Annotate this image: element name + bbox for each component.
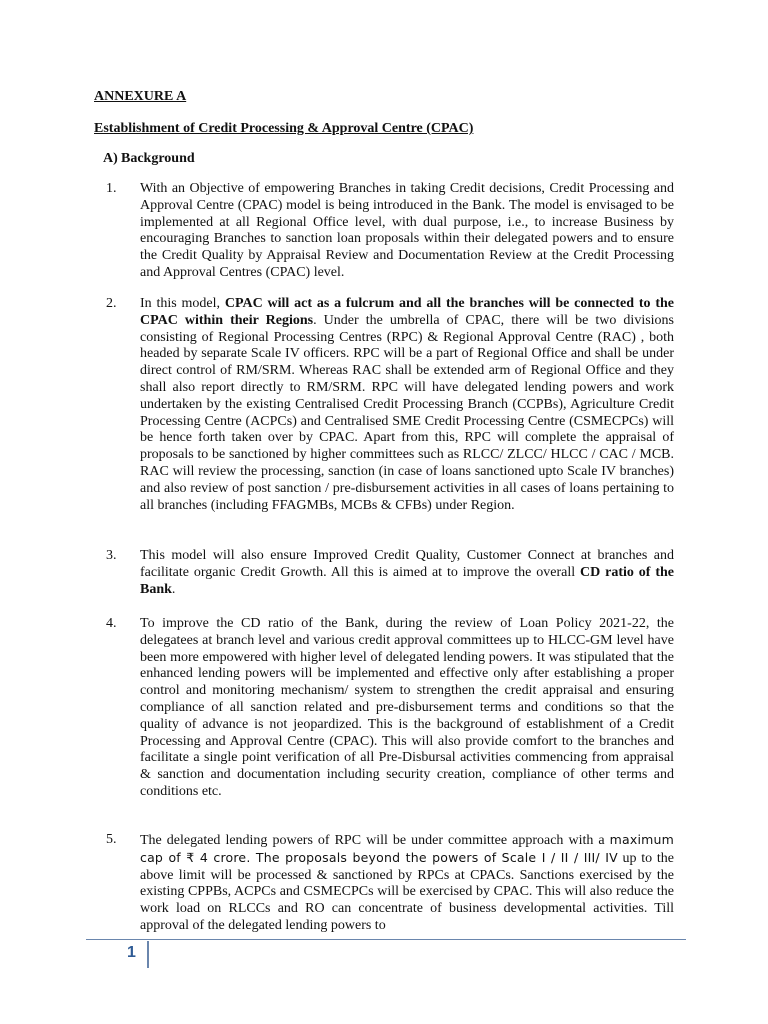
item-bold-text: CPAC will act as a fulcrum and all the branches will be connected to the CPAC within their Regions: [140, 296, 674, 328]
document-title: Establishment of Credit Processing & Approval Centre (CPAC): [94, 121, 474, 136]
item-text: [140, 548, 674, 598]
item-number: 3.: [106, 548, 117, 563]
item-tail-text: .: [171, 581, 176, 597]
page-number-divider: [147, 941, 149, 968]
annexure-label: ANNEXURE A: [94, 89, 187, 104]
item-rest-text: . Under the umbrella of CPAC, there will be two divisions consisting of Regional Processing Centres (RPC) & Regional Approval Centre (RAC) , both headed by separate Scale IV officers. RPC will be a part of Regional Office and shall be under direct control of RM/SRM. Whereas RAC shall be extended arm of Regional Office and they shall also report directly to RM/SRM. RPC will have delegated lending powers and work undertaken by the existing Centralised Credit Processing Branch (CCPBs), Agriculture Credit Processing Centre (ACPCs) and Centralised SME Credit Processing Centre (CSMECPCs) will be hence forth taken over by CPAC. Apart from this, RPC will complete the appraisal of proposals to be sanctioned by higher committees such as RLCC/ ZLCC/ HLCC / CAC / MCB. RAC will review the processing, sanction (in case of loans sanctioned upto Scale IV branches) and also review of post sanction / pre-disbursement activities in all cases of loans pertaining to all branches (including FFAGMBs, MCBs & CFBs) under Region.: [140, 312, 674, 513]
item-number: 4.: [106, 616, 117, 631]
item-number: 1.: [106, 181, 117, 196]
item-bold-text: CD ratio of the Bank: [140, 564, 675, 597]
footer-rule: [86, 939, 686, 940]
item-number: 2.: [106, 296, 117, 311]
item-tail-text: up to the above limit will be processed & sanctioned by RPCs at CPACs. Sanctions exercised by the existing CPPBs, ACPCs and CSMECPCs will be exercised by CPAC. This will also reduce the work load on RLCCs and RO can concentrate of business developmental activities. Till approval of the delegated lending powers to: [140, 850, 674, 933]
page-number: 1: [127, 944, 136, 961]
item-sans-text: maximum cap of ₹ 4 crore. The proposals beyond the powers of Scale I / II / III/ IV: [140, 832, 674, 865]
section-marker: A): [103, 151, 118, 166]
section-heading-text: Background: [121, 151, 195, 166]
section-heading: [103, 151, 195, 167]
item-lead-text: In this model,: [140, 296, 225, 311]
item-text: [140, 296, 674, 514]
item-text: [140, 832, 674, 935]
item-number: 5.: [106, 832, 117, 847]
item-text: To improve the CD ratio of the Bank, during the review of Loan Policy 2021-22, the delegatees at branch level and various credit approval committees up to HLCC-GM level have been more empowered with higher level of delegated lending powers. It was stipulated that the enhanced lending powers will be implemented and effective only after establishing a proper control and monitoring mechanism/ system to strengthen the credit appraisal and ensuring compliance of all sanction related and pre-disbursement terms and conditions so that the quality of advance is not jeopardized. This is the background of establishment of a Credit Processing and Approval Centre (CPAC). This will also provide comfort to the branches and facilitate a single point verification of all Pre-Disbursal activities commencing from appraisal & sanction and documentation including security creation, compliance of other terms and conditions etc.: [140, 616, 674, 799]
item-rest-text: The delegated lending powers of RPC will be under committee approach with a: [140, 833, 610, 848]
item-rest-text: This model will also ensure Improved Credit Quality, Customer Connect at branches and facilitate organic Credit Growth. All this is aimed at to improve the overall: [140, 548, 674, 580]
item-text: With an Objective of empowering Branches in taking Credit decisions, Credit Processing and Approval Centre (CPAC) model is being introduced in the Bank. The model is envisaged to be implemented at all Regional Office level, with dual purpose, i.e., to increase Business by encouraging Branches to sanction loan proposals within their delegated powers and to ensure the Credit Quality by Appraisal Review and Documentation Review at the Credit Processing and Approval Centres (CPAC) level.: [140, 181, 674, 280]
